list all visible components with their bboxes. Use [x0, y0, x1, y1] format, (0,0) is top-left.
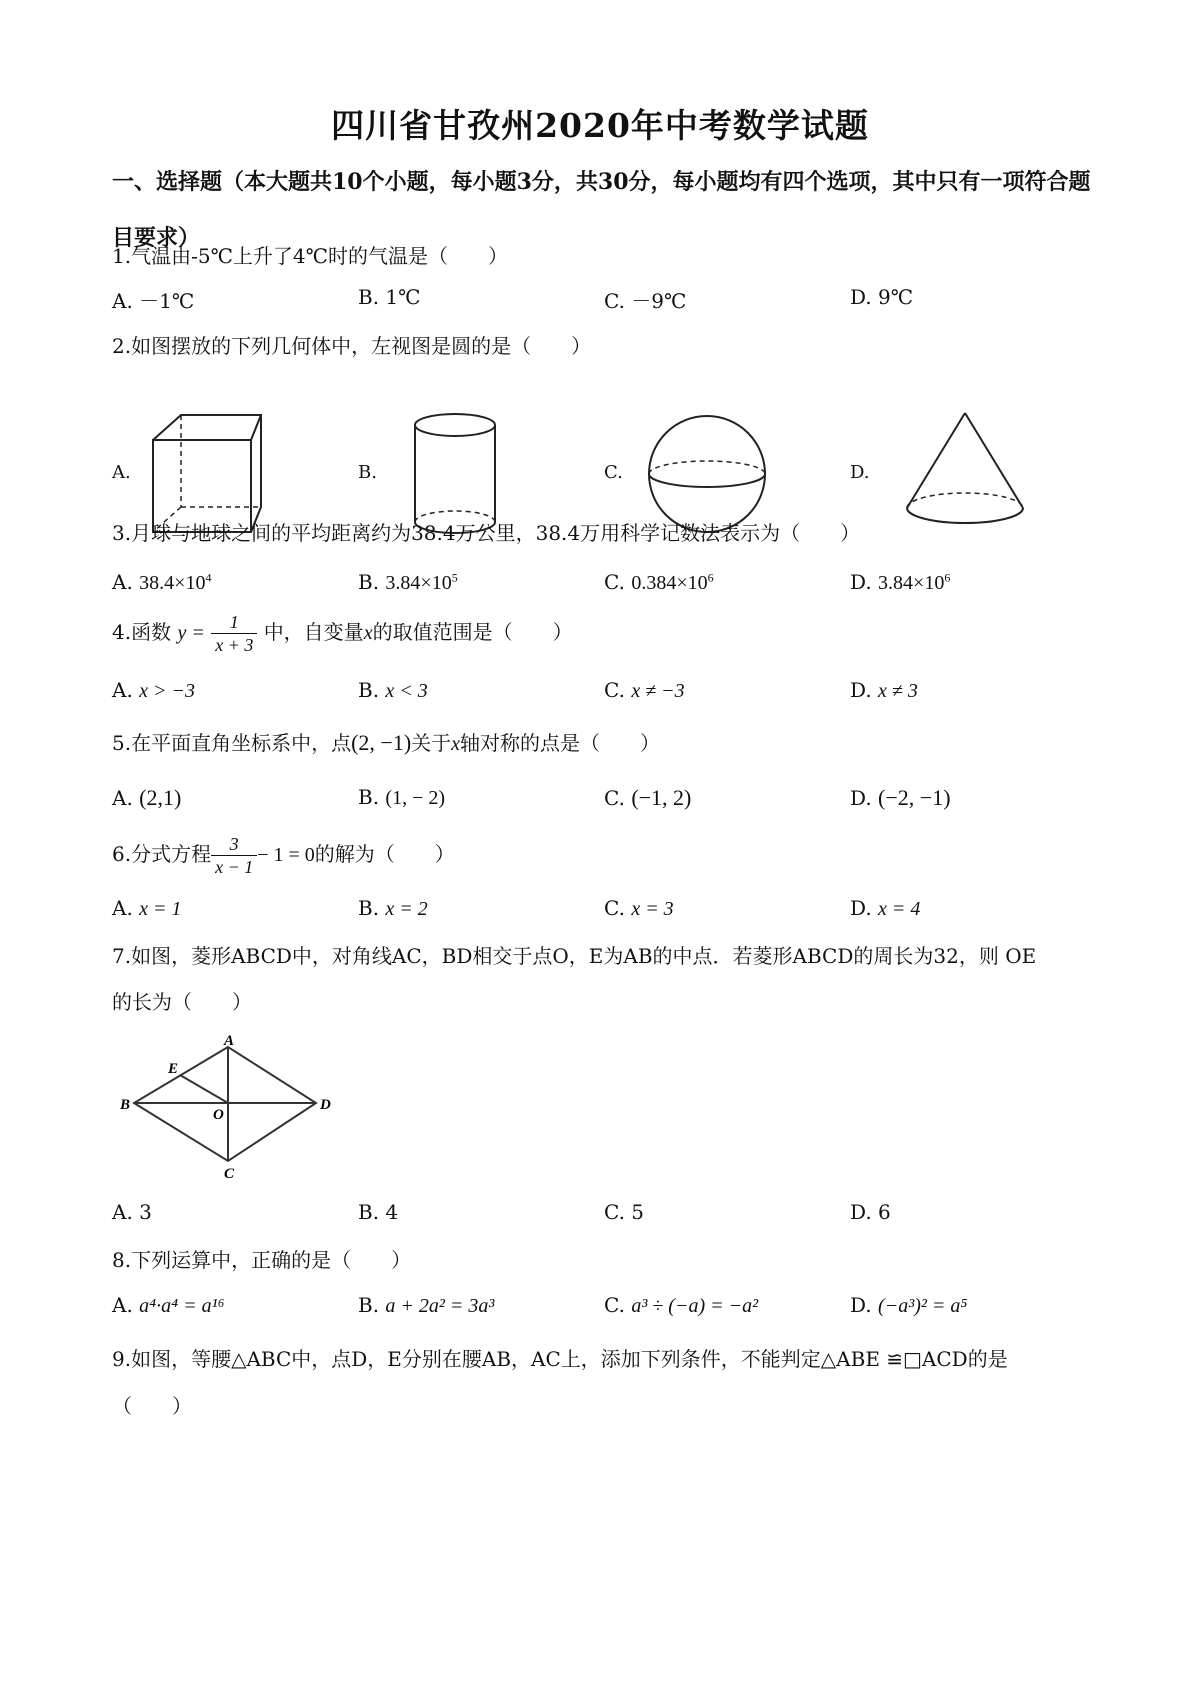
question-7-stem-line1: 7.如图，菱形ABCD中，对角线AC，BD相交于点O，E为AB的中点．若菱形ABCD的周长为32，则 OE: [112, 944, 1037, 968]
question-6-option-b: B. x = 2: [358, 896, 428, 920]
question-4-option-d: D. x ≠ 3: [850, 678, 918, 702]
question-4-fraction: $\frac{1}{x + 3}$: [211, 611, 257, 656]
question-4-stem: 4.函数 y = $\frac{1}{x + 3}$ 中，自变量x的取值范围是（ ）: [112, 612, 573, 655]
question-6-stem: 6.分式方程 $\frac{3}{x - 1}$ − 1 = 0的解为（ ）: [112, 834, 455, 877]
question-1-option-b: B. 1℃: [358, 285, 421, 309]
question-3-stem: 3.月球与地球之间的平均距离约为38.4万公里，38.4万用科学记数法表示为（ ）: [112, 521, 861, 545]
question-1-option-a: A. －1℃: [112, 289, 195, 313]
question-4-option-b: B. x < 3: [358, 678, 428, 702]
question-9-stem-line1: 9.如图，等腰△ABC中，点D，E分别在腰AB，AC上，添加下列条件，不能判定△ABE ≌□ACD的是: [112, 1347, 1008, 1371]
question-5-option-c: C. (−1, 2): [604, 785, 692, 810]
vertex-a-label: A: [224, 1035, 235, 1049]
question-8-option-b: B. a + 2a² = 3a³: [358, 1293, 495, 1317]
point-e-label: E: [168, 1061, 179, 1077]
question-3-option-d: D. $3.84\times 10^6$: [850, 570, 951, 594]
cone-figure: [900, 408, 1030, 538]
question-5-stem: 5.在平面直角坐标系中，点(2, −1)关于x轴对称的点是（ ）: [112, 730, 661, 755]
question-8-option-d: D. (−a³)² = a⁵: [850, 1293, 968, 1317]
question-2-option-a: A.: [112, 462, 131, 483]
section-heading: 一、选择题（本大题共10个小题，每小题3分，共30分，每小题均有四个选项，其中只有一项符合题目要求）: [112, 169, 1091, 251]
question-2-option-b: B.: [358, 462, 377, 483]
vertex-d-label: D: [320, 1097, 331, 1113]
question-7-stem-line2: 的长为（ ）: [112, 990, 252, 1014]
question-4-option-a: A. x > −3: [112, 678, 196, 702]
vertex-b-label: B: [120, 1097, 131, 1113]
question-2-option-c: C.: [604, 462, 623, 483]
question-2-option-d: D.: [850, 462, 870, 483]
question-6-option-a: A. x = 1: [112, 896, 182, 920]
question-1-option-d: D. 9℃: [850, 285, 914, 309]
question-8-option-a: A. a⁴·a⁴ = a¹⁶: [112, 1293, 225, 1317]
question-7-option-d: D. 6: [850, 1200, 891, 1224]
question-5-option-a: A. (2,1): [112, 785, 182, 810]
rhombus-figure: [120, 1035, 340, 1180]
question-8-stem: 8.下列运算中，正确的是（ ）: [112, 1248, 412, 1272]
question-3-option-a: A. $38.4\times 10^4$: [112, 570, 212, 594]
question-7-option-a: A. 3: [112, 1200, 152, 1224]
question-7-option-c: C. 5: [604, 1200, 645, 1224]
question-1-option-c: C. －9℃: [604, 289, 687, 313]
question-5-option-b: B. (1, − 2): [358, 785, 446, 809]
question-3-option-c: C. $0.384\times 10^6$: [604, 570, 714, 594]
question-5-option-d: D. (−2, −1): [850, 785, 951, 810]
question-2-stem: 2.如图摆放的下列几何体中，左视图是圆的是（ ）: [112, 334, 592, 358]
question-1-stem: 1.气温由-5℃上升了4℃时的气温是（ ）: [112, 244, 509, 268]
question-8-option-c: C. a³ ÷ (−a) = −a²: [604, 1293, 759, 1317]
question-7-option-b: B. 4: [358, 1200, 399, 1224]
question-3-option-b: B. $3.84\times 10^5$: [358, 570, 458, 594]
question-9-stem-line2: （ ）: [112, 1394, 192, 1418]
page-title: 四川省甘孜州2020年中考数学试题: [331, 106, 869, 145]
question-4-option-c: C. x ≠ −3: [604, 678, 685, 702]
question-6-option-c: C. x = 3: [604, 896, 674, 920]
question-6-fraction: $\frac{3}{x - 1}$: [211, 833, 257, 878]
point-o-label: O: [213, 1107, 224, 1123]
vertex-c-label: C: [224, 1166, 235, 1180]
question-6-option-d: D. x = 4: [850, 896, 921, 920]
